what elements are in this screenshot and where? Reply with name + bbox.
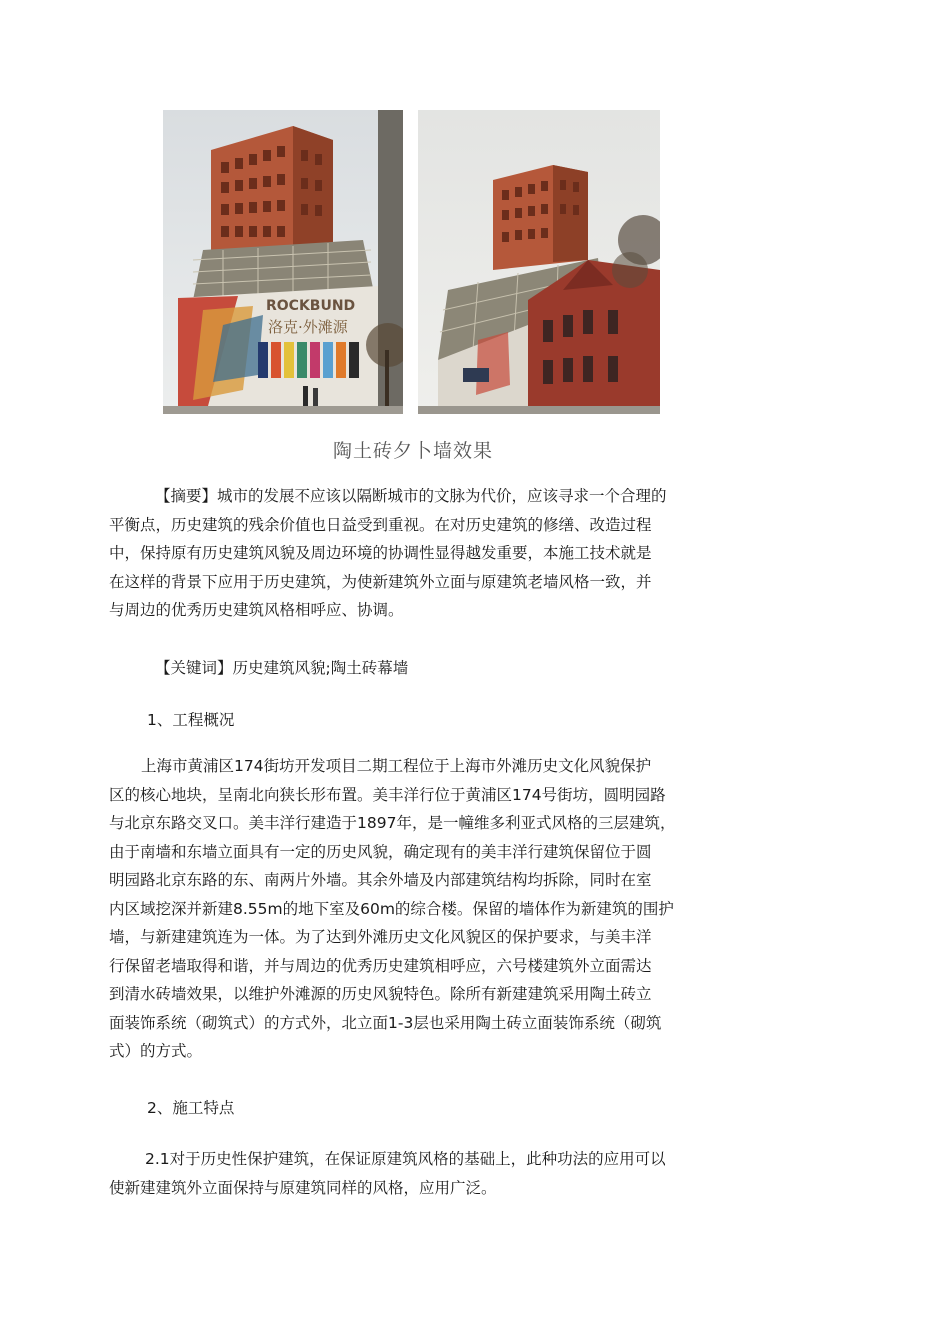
rockbund-sign: ROCKBUND	[266, 298, 356, 314]
paragraph-line: 使新建建筑外立面保持与原建筑同样的风格，应用广泛。	[109, 1178, 497, 1197]
section-2-heading: 2、施工特点	[147, 1099, 235, 1117]
paragraph-line: 区的核心地块，呈南北向狭长形布置。美丰洋行位于黄浦区174号街坊，圆明园路	[109, 785, 666, 804]
abstract-line: 平衡点，历史建筑的残余价值也日益受到重视。在对历史建筑的修缮、改造过程	[109, 515, 652, 534]
abstract-line: 在这样的背景下应用于历史建筑，为使新建筑外立面与原建筑老墙风格一致，并	[109, 572, 652, 591]
keywords-line: 【关键词】历史建筑风貌;陶土砖幕墙	[155, 659, 409, 677]
figure	[163, 110, 660, 415]
section-2-item-paragraph	[109, 1145, 719, 1202]
paragraph-line: 明园路北京东路的东、南两片外墙。其余外墙及内部建筑结构均拆除，同时在室	[109, 871, 652, 889]
photo-left-building	[163, 110, 403, 414]
section-1-heading: 1、工程概况	[147, 711, 235, 729]
paragraph-line: 由于南墙和东墙立面具有一定的历史风貌，确定现有的美丰洋行建筑保留位于圆	[109, 842, 652, 861]
keywords	[109, 654, 719, 683]
paragraph-line: 上海市黄浦区174街坊开发项目二期工程位于上海市外滩历史文化风貌保护	[141, 757, 652, 775]
photo-right-building	[418, 110, 660, 414]
paragraph-line: 式）的方式。	[109, 1042, 203, 1060]
paragraph-line: 内区域挖深并新建8.55m的地下室及60m的综合楼。保留的墙体作为新建筑的围护	[109, 899, 674, 918]
figure-caption: 陶土砖夕卜墙效果	[332, 440, 493, 462]
abstract-paragraph	[109, 482, 719, 625]
abstract-line: 与周边的优秀历史建筑风格相呼应、协调。	[109, 601, 404, 619]
abstract-line: 中，保持原有历史建筑风貌及周边环境的协调性显得越发重要，本施工技术就是	[109, 544, 652, 562]
section-1-paragraph	[109, 752, 719, 1066]
paragraph-line: 面装饰系统（砌筑式）的方式外，北立面1-3层也采用陶土砖立面装饰系统（砌筑	[109, 1013, 662, 1032]
rockbund-sign-chinese: 洛克·外滩源	[268, 318, 348, 336]
paragraph-line: 2.1对于历史性保护建筑，在保证原建筑风格的基础上，此种功法的应用可以	[145, 1150, 666, 1168]
paragraph-line: 到清水砖墙效果，以维护外滩源的历史风貌特色。除所有新建建筑采用陶土砖立	[109, 985, 652, 1003]
paragraph-line: 墙，与新建建筑连为一体。为了达到外滩历史文化风貌区的保护要求，与美丰洋	[109, 928, 652, 946]
paragraph-line: 与北京东路交叉口。美丰洋行建造于1897年，是一幢维多利亚式风格的三层建筑，	[109, 814, 676, 832]
abstract-line: 【摘要】城市的发展不应该以隔断城市的文脉为代价，应该寻求一个合理的	[155, 487, 667, 505]
paragraph-line: 行保留老墙取得和谐，并与周边的优秀历史建筑相呼应，六号楼建筑外立面需达	[109, 956, 652, 975]
